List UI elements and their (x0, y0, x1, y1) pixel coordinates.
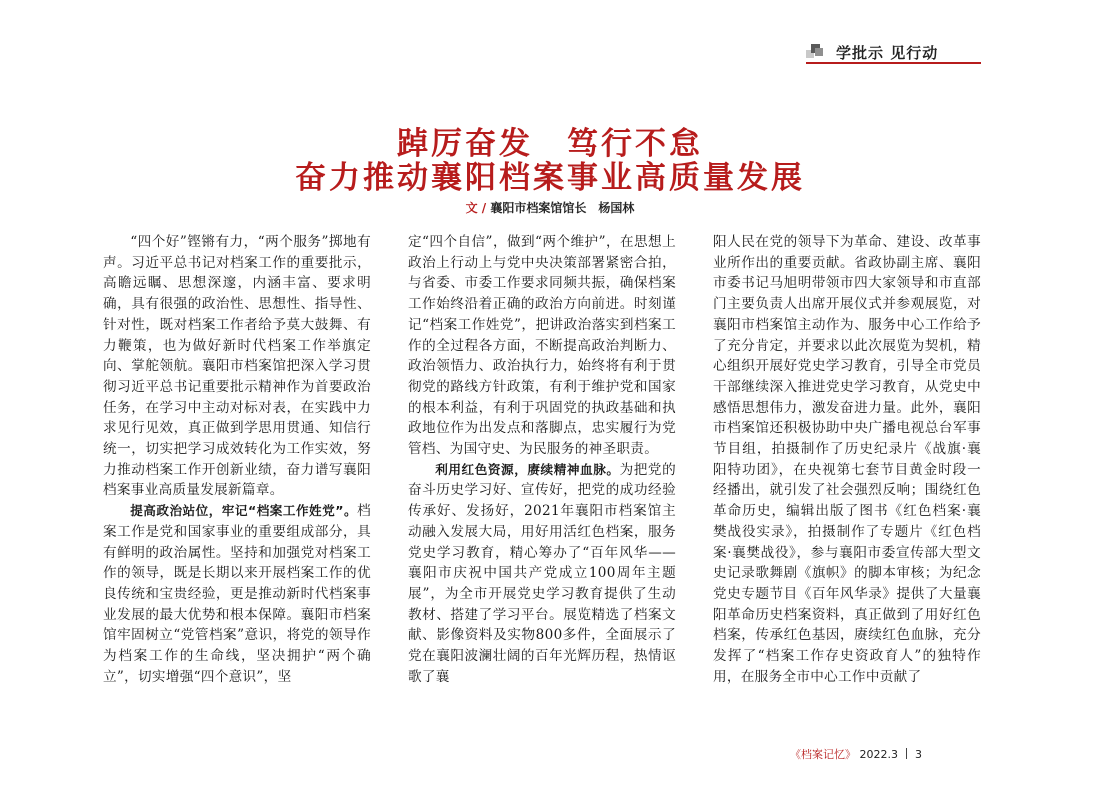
byline-prefix: 文 / (465, 201, 487, 215)
article-title-line1: 踔厉奋发 笃行不怠 (397, 126, 703, 162)
text-column-2 (408, 232, 676, 687)
paragraph-body: 档案工作是党和国家事业的重要组成部分，具有鲜明的政治属性。坚持和加强党对档案工作的领导，既是长期以来开展档案工作的优良传统和宝贵经验，更是推动新时代档案事业发展的最大优势和根本保障。襄阳市档案馆牢固树立“党管档案”意识，将党的领导作为档案工作的生命线，坚决拥护“两个确立”，切实增强“四个意识”，坚 (103, 503, 371, 685)
paragraph-with-subheading (103, 501, 371, 687)
page-number: 3 (915, 748, 922, 761)
paragraph: 阳人民在党的领导下为革命、建设、改革事业所作出的重要贡献。省政协副主席、襄阳市委书记马旭明带领市四大家领导和市直部门主要负责人出席开展仪式并参观展览，对襄阳市档案馆主动作为、服务中心工作给予了充分肯定，并要求以此次展览为契机，精心组织开展好党史学习教育，引导全市党员干部继续深入推进党史学习教育，从党史中感悟思想伟力，激发奋进力量。此外，襄阳市档案馆还积极协助中央广播电视总台军事节目组，拍摄制作了历史纪录片《战旗·襄阳特功团》，在央视第七套节目黄金时段一经播出，就引发了社会强烈反响；围绕红色革命历史，编辑出版了图书《红色档案·襄樊战役实录》，拍摄制作了专题片《红色档案·襄樊战役》，参与襄阳市委宣传部大型文史记录歌舞剧《旗帜》的脚本审核；为纪念党史专题节目《百年风华录》提供了大量襄阳革命历史档案资料，真正做到了用好红色档案，传承红色基因，赓续红色血脉，充分发挥了“档案工作存史资政育人”的独特作用，在服务全市中心工作中贡献了 (713, 234, 981, 685)
issue-number: 2022.3 (859, 748, 898, 761)
subheading: 提高政治站位，牢记“档案工作姓党”。 (130, 503, 358, 519)
paragraph: 定“四个自信”，做到“两个维护”，在思想上政治上行动上与党中央决策部署紧密合拍，与省委、市委工作要求同频共振，确保档案工作始终沿着正确的政治方向前进。时刻谨记“档案工作姓党”，把讲政治落实到档案工作的全过程各方面，不断提高政治判断力、政治领悟力、政治执行力，始终将有利于贯彻党的路线方针政策，有利于维护党和国家的根本利益，有利于巩固党的执政基础和执政地位作为出发点和落脚点，忠实履行为党管档、为国守史、为民服务的神圣职责。 (408, 234, 676, 458)
byline (0, 199, 1100, 216)
page-footer (790, 746, 922, 762)
journal-name: 《档案记忆》 (790, 748, 856, 761)
paragraph-with-subheading (408, 460, 676, 688)
article-title-line2: 奋力推动襄阳档案事业高质量发展 (295, 160, 805, 196)
stacked-squares-icon (806, 44, 822, 58)
header-rule (806, 62, 981, 64)
text-column-3 (713, 232, 981, 687)
paragraph-body: 为把党的奋斗历史学习好、宣传好，把党的成功经验传承好、发扬好，2021年襄阳市档案馆主动融入发展大局，用好用活红色档案，服务党史学习教育，精心筹办了“百年风华——襄阳市庆祝中国共产党成立100周年主题展”，为全市开展党史学习教育提供了生动教材、搭建了学习平台。展览精选了档案文献、影像资料及实物800多件，全面展示了党在襄阳波澜壮阔的百年光辉历程，热情讴歌了襄 (408, 461, 677, 685)
section-tag: 学批示 见行动 (836, 44, 939, 62)
text-column-1 (103, 232, 371, 687)
paragraph: “四个好”铿锵有力，“两个服务”掷地有声。习近平总书记对档案工作的重要批示，高瞻远瞩、思想深邃，内涵丰富、要求明确，具有很强的政治性、思想性、指导性、针对性，既对档案工作者给予莫大鼓舞、有力鞭策，也为做好新时代档案工作举旗定向、掌舵领航。襄阳市档案馆把深入学习贯彻习近平总书记重要批示精神作为首要政治任务，在学习中主动对标对表，在实践中力求见行见效，真正做到学思用贯通、知信行统一，切实把学习成效转化为工作实效，努力推动档案工作开创新业绩，奋力谱写襄阳档案事业高质量发展新篇章。 (103, 234, 371, 499)
subheading: 利用红色资源，赓续精神血脉。 (435, 461, 620, 477)
byline-author: 襄阳市档案馆馆长 杨国林 (490, 201, 635, 215)
footer-divider (906, 748, 907, 759)
